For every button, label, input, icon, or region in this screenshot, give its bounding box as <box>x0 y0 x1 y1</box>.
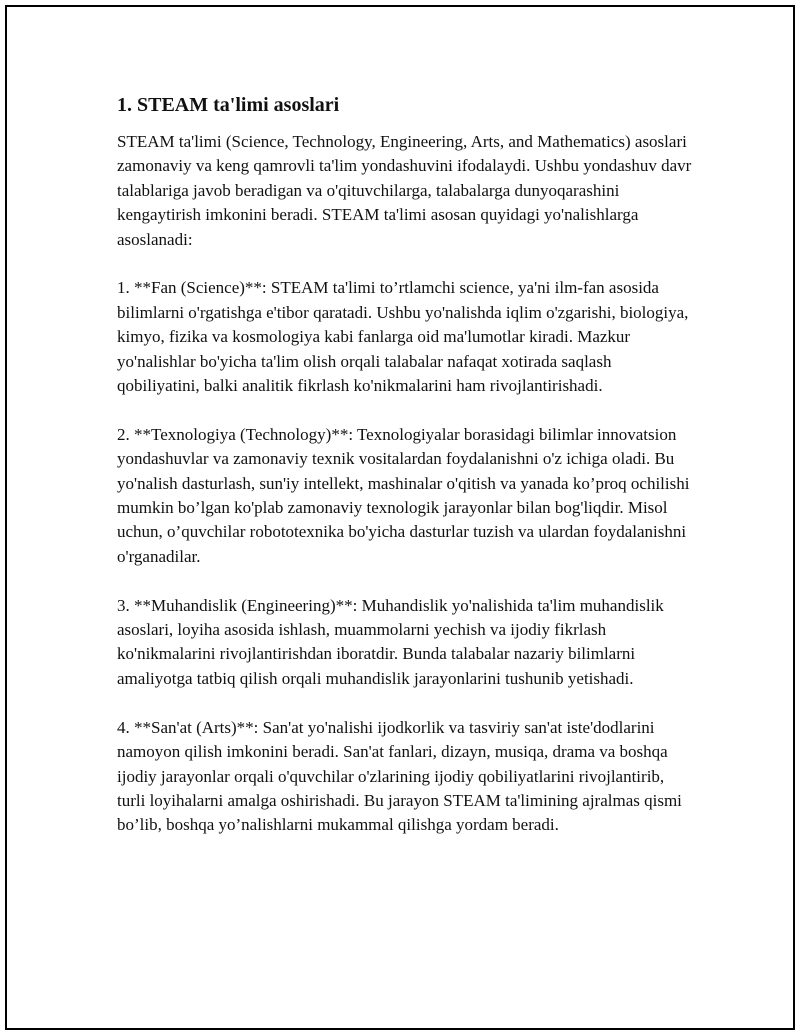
engineering-paragraph: 3. **Muhandislik (Engineering)**: Muhandislik yo'nalishida ta'lim muhandislik asoslari, loyiha asosida ishlash, muammolarni yechish va ijodiy fikrlash ko'nikmalarini rivojlantirishdan iboratdir. Bunda talabalar nazariy bilimlarni amaliyotga tatbiq qilish orqali muhandislik jarayonlarini tushunib yetishadi. <box>117 595 664 688</box>
section-title: 1. STEAM ta'limi asoslari <box>117 94 340 116</box>
document-body <box>117 92 692 862</box>
technology-paragraph: 2. **Texnologiya (Technology)**: Texnologiyalar borasidagi bilimlar innovatsion yondashuvlar va zamonaviy texnik vositalardan foydalanishni o'z ichiga oladi. Bu yo'nalish dasturlash, sun'iy intellekt, mashinalar o'qitish va yanada ko’proq ochilishi mumkin bo’lgan ko'plab zamonaviy texnologik jarayonlar bilan bog'liqdir. Misol uchun, o’quvchilar robototexnika bo'yicha dasturlar tuzish va ulardan foydalanishni o'rganadilar. <box>117 424 690 566</box>
science-paragraph: 1. **Fan (Science)**: STEAM ta'limi to’rtlamchi science, ya'ni ilm-fan asosida bilimlarni o'rgatishga e'tibor qaratadi. Ushbu yo'nalishda iqlim o'zgarishi, biologiya, kimyo, fizika va kosmologiya kabi fanlarga oid ma'lumotlar kiradi. Mazkur yo'nalishlar bo'yicha ta'lim olish orqali talabalar nafaqat xotirada saqlash qobiliyatini, balki analitik fikrlash ko'nikmalarini ham rivojlantirishadi. <box>117 278 689 396</box>
arts-paragraph: 4. **San'at (Arts)**: San'at yo'nalishi ijodkorlik va tasviriy san'at iste'dodlarini namoyon qilish imkonini beradi. San'at fanlari, dizayn, musiqa, drama va boshqa ijodiy jarayonlar orqali o'quvchilar o'zlarining ijodiy qobiliyatlarini rivojlantirib, turli loyihalarni amalga oshirishadi. Bu jarayon STEAM ta'limining ajralmas qismi bo’lib, boshqa yo’nalishlarni mukammal qilishga yordam beradi. <box>117 717 682 835</box>
intro-paragraph: STEAM ta'limi (Science, Technology, Engineering, Arts, and Mathematics) asoslari zamonaviy va keng qamrovli ta'lim yondashuvini ifodalaydi. Ushbu yondashuv davr talablariga javob beradigan va o'qituvchilarga, talabalarga dunyoqarashini kengaytirish imkonini beradi. STEAM ta'limi asosan quyidagi yo'nalishlarga asoslanadi: <box>117 132 692 249</box>
